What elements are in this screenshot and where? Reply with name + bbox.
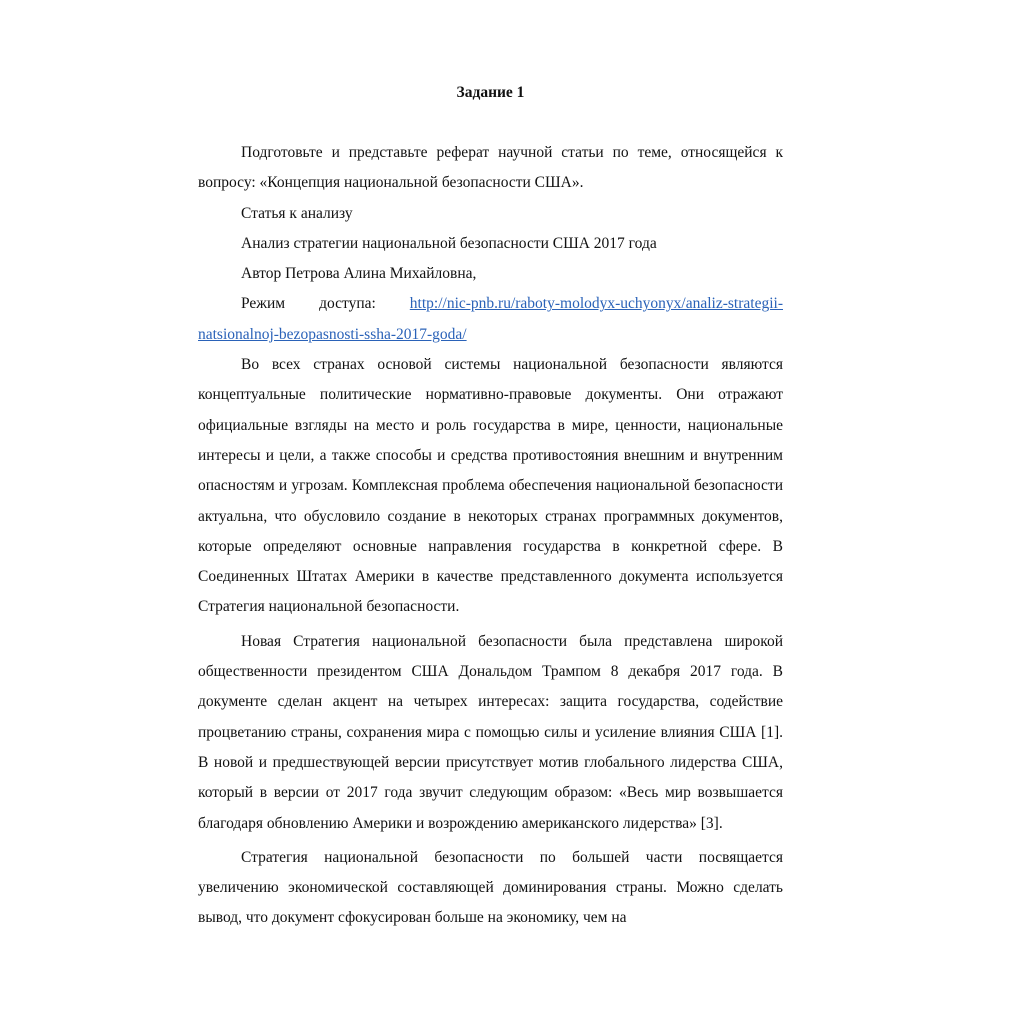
document-page bbox=[198, 78, 783, 934]
paragraph-access-mode bbox=[198, 289, 783, 350]
page-title: Задание 1 bbox=[456, 84, 525, 101]
paragraph-article-title: Анализ стратегии национальной безопасности США 2017 года bbox=[241, 234, 657, 252]
paragraph-body-3: Стратегия национальной безопасности по большей части посвящается увеличению экономической составляющей доминирования страны. Можно сделать вывод, что документ сфокусирован больше на экономику, чем на bbox=[198, 848, 783, 927]
paragraph-task: Подготовьте и представьте реферат научной статьи по теме, относящейся к вопросу: «Концепция национальной безопасности США». bbox=[198, 144, 783, 192]
access-mode-label: Режим доступа: bbox=[241, 295, 410, 313]
paragraph-body-1: Во всех странах основой системы национальной безопасности являются концептуальные политические нормативно-правовые документы. Они отражают официальные взгляды на место и роль государства в мире, ценности, национальные интересы и цели, а также способы и средства противостояния внешним и внутренним опасностям и угрозам. Комплексная проблема обеспечения национальной безопасности актуальна, что обусловило создание в некоторых странах программных документов, которые определяют основные направления государства в конкретной сфере. В Соединенных Штатах Америки в качестве представленного документа используется Стратегия национальной безопасности. bbox=[198, 356, 783, 616]
paragraph-article-label: Статья к анализу bbox=[241, 204, 353, 222]
article-link[interactable]: http://nic-pnb.ru/raboty-molodyx-uchyonyx/analiz-strategii-natsionalnoj-bezopasnosti-ssha-2017-goda/ bbox=[198, 295, 783, 343]
paragraph-body-2: Новая Стратегия национальной безопасности была представлена широкой общественности президентом США Дональдом Трампом 8 декабря 2017 года. В документе сделан акцент на четырех интересах: защита государства, содействие процветанию страны, сохранения мира с помощью силы и усиление влияния США [1]. В новой и предшествующей версии присутствует мотив глобального лидерства США, который в версии от 2017 года звучит следующим образом: «Весь мир возвышается благодаря обновлению Америки и возрождению американского лидерства» [3]. bbox=[198, 632, 783, 832]
paragraph-author: Автор Петрова Алина Михайловна, bbox=[241, 265, 477, 283]
